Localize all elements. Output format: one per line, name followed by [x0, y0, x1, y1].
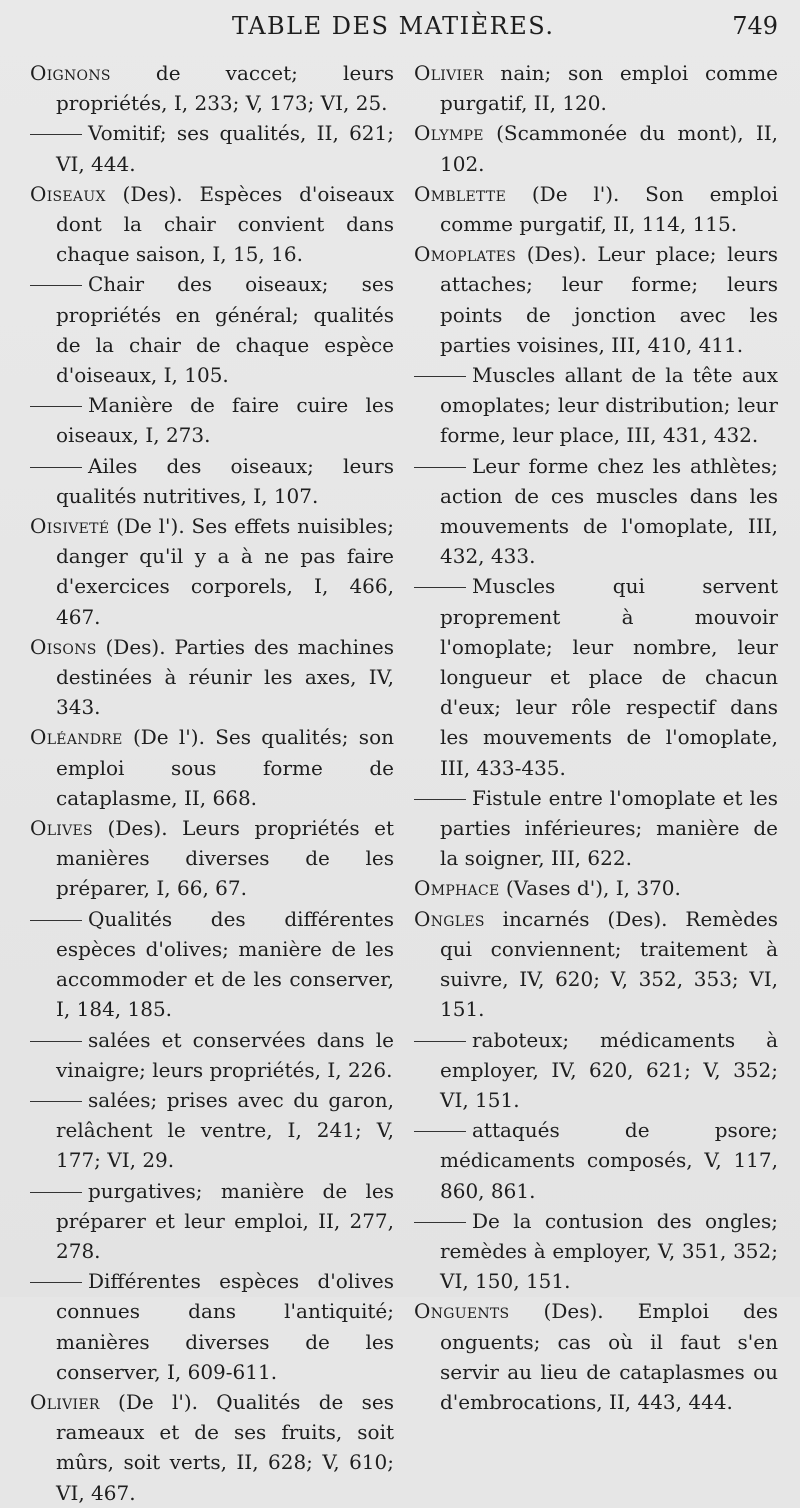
entry-headword: Olivier: [30, 1389, 100, 1414]
entry-headword: Olivier: [414, 61, 484, 85]
index-entry: [414, 118, 778, 178]
em-dash-rule: [414, 1131, 466, 1132]
index-columns: [30, 58, 778, 1508]
entry-text: (De l'). Ses qualités; son emploi sous forme de cataplasme, II, 668.: [56, 725, 394, 810]
index-entry: [414, 179, 778, 239]
em-dash-rule: [30, 1282, 82, 1283]
entry-headword: Omphace: [414, 876, 500, 901]
index-entry: [30, 1387, 394, 1508]
index-entry: [30, 58, 394, 118]
index-subentry: [414, 1025, 778, 1116]
entry-text: Ailes des oiseaux; leurs qualités nutritives, I, 107.: [56, 453, 394, 508]
index-subentry: [414, 571, 778, 782]
em-dash-rule: [30, 285, 82, 286]
entry-text: Muscles qui servent proprement à mouvoir l'omoplate; leur nombre, leur longueur et place de chacun d'eux; leur rôle respectif dans les mouvements de l'omoplate, III, 433-435.: [440, 574, 778, 780]
em-dash-rule: [414, 1041, 466, 1042]
running-title: TABLE DES MATIÈRES.: [232, 12, 555, 40]
entry-headword: Oléandre: [30, 725, 123, 750]
entry-text: salées et conservées dans le vinaigre; leurs propriétés, I, 226.: [56, 1027, 394, 1082]
index-subentry: [30, 390, 394, 450]
entry-text: attaqués de psore; médicaments composés, V, 117, 860, 861.: [440, 1118, 778, 1203]
entry-text: (Des). Leur place; leurs attaches; leur forme; leurs points de jonction avec les parties voisines, III, 410, 411.: [440, 242, 778, 357]
index-subentry: [414, 1206, 778, 1297]
em-dash-rule: [414, 467, 466, 468]
entry-headword: Oiseaux: [30, 181, 106, 206]
index-subentry: [30, 451, 394, 511]
entry-text: Leur forme chez les athlètes; action de ces muscles dans les mouvements de l'omoplate, III, 432, 433.: [440, 453, 778, 569]
em-dash-rule: [414, 587, 466, 588]
entry-headword: Oignons: [30, 61, 111, 85]
index-subentry: [30, 904, 394, 1025]
index-subentry: [30, 1266, 394, 1387]
em-dash-rule: [414, 1222, 466, 1223]
entry-headword: Oisons: [30, 634, 97, 659]
entry-text: nain; son emploi comme purgatif, II, 120.: [440, 61, 778, 116]
index-subentry: [30, 118, 394, 178]
entry-text: (Des). Parties des machines destinées à réunir les axes, IV, 343.: [56, 634, 394, 720]
index-subentry: [414, 360, 778, 451]
entry-text: purgatives; manière de les préparer et leur emploi, II, 277, 278.: [56, 1178, 394, 1263]
entry-text: (Des). Emploi des onguents; cas où il faut s'en servir au lieu de cataplasmes ou d'embrocations, II, 443, 444.: [440, 1299, 778, 1414]
em-dash-rule: [30, 920, 82, 921]
index-entry: [30, 632, 394, 723]
entry-text: raboteux; médicaments à employer, IV, 620, 621; V, 352; VI, 151.: [440, 1027, 778, 1112]
index-entry: [414, 1296, 778, 1417]
entry-headword: Olives: [30, 816, 93, 841]
entry-text: (Vases d'), I, 370.: [499, 876, 681, 901]
index-subentry: [30, 1085, 394, 1176]
index-subentry: [30, 1025, 394, 1085]
entry-text: Différentes espèces d'olives connues dans l'antiquité; manières diverses de les conserver, I, 609-611.: [56, 1269, 394, 1384]
index-subentry: [30, 1176, 394, 1267]
entry-text: (De l'). Son emploi comme purgatif, II, 114, 115.: [440, 181, 778, 237]
entry-text: Vomitif; ses qualités, II, 621; VI, 444.: [56, 121, 394, 176]
entry-text: de vaccet; leurs propriétés, I, 233; V, 173; VI, 25.: [56, 61, 394, 116]
entry-text: (De l'). Ses effets nuisibles; danger qu'il y a à ne pas faire d'exercices corporels, I, 466, 467.: [56, 514, 394, 629]
em-dash-rule: [30, 1101, 82, 1102]
entry-text: Chair des oiseaux; ses propriétés en général; qualités de la chair de chaque espèce d'oiseaux, I, 105.: [56, 272, 394, 388]
index-entry: [414, 239, 778, 360]
index-entry: [30, 179, 394, 270]
entry-headword: Ongles: [414, 906, 485, 931]
entry-headword: Omoplates: [414, 242, 517, 267]
index-entry: [414, 904, 778, 1025]
entry-text: Qualités des différentes espèces d'olives; manière de les accommoder et de les conserver, I, 184, 185.: [56, 906, 394, 1022]
entry-text: Manière de faire cuire les oiseaux, I, 273.: [56, 393, 394, 448]
entry-text: Muscles allant de la tête aux omoplates; leur distribution; leur forme, leur place, III, 431, 432.: [440, 363, 778, 448]
index-subentry: [414, 451, 778, 572]
running-header: [0, 12, 800, 48]
index-entry: [414, 58, 778, 118]
entry-headword: Onguents: [414, 1299, 510, 1324]
entry-text: De la contusion des ongles; remèdes à employer, V, 351, 352; VI, 150, 151.: [440, 1208, 778, 1294]
entry-text: (De l'). Qualités de ses rameaux et de ses fruits, soit mûrs, soit verts, II, 628; V, 610; VI, 467.: [56, 1389, 394, 1505]
index-subentry: [414, 783, 778, 874]
entry-text: Fistule entre l'omoplate et les parties inférieures; manière de la soigner, III, 622.: [440, 785, 778, 871]
entry-text: salées; prises avec du garon, relâchent le ventre, I, 241; V, 177; VI, 29.: [56, 1087, 394, 1173]
em-dash-rule: [30, 1041, 82, 1042]
entry-headword: Oisiveté: [30, 514, 110, 539]
index-subentry: [30, 269, 394, 390]
entry-text: (Scammonée du mont), II, 102.: [440, 121, 778, 176]
index-entry: [30, 813, 394, 904]
em-dash-rule: [30, 467, 82, 468]
index-entry: [30, 511, 394, 632]
em-dash-rule: [414, 376, 466, 377]
em-dash-rule: [30, 406, 82, 407]
em-dash-rule: [414, 799, 466, 800]
entry-text: (Des). Leurs propriétés et manières diverses de les préparer, I, 66, 67.: [56, 816, 394, 901]
entry-headword: Olympe: [414, 121, 484, 146]
entry-text: (Des). Espèces d'oiseaux dont la chair convient dans chaque saison, I, 15, 16.: [56, 181, 394, 267]
index-entry: [30, 722, 394, 813]
entry-text: incarnés (Des). Remèdes qui conviennent; traitement à suivre, IV, 620; V, 352, 353; VI, 151.: [440, 906, 778, 1022]
entry-headword: Omblette: [414, 181, 507, 206]
page-number: 749: [732, 12, 778, 40]
index-entry: [414, 873, 778, 903]
em-dash-rule: [30, 134, 82, 135]
left-column: [30, 58, 394, 1508]
em-dash-rule: [30, 1192, 82, 1193]
right-column: [414, 58, 778, 1508]
index-subentry: [414, 1115, 778, 1206]
